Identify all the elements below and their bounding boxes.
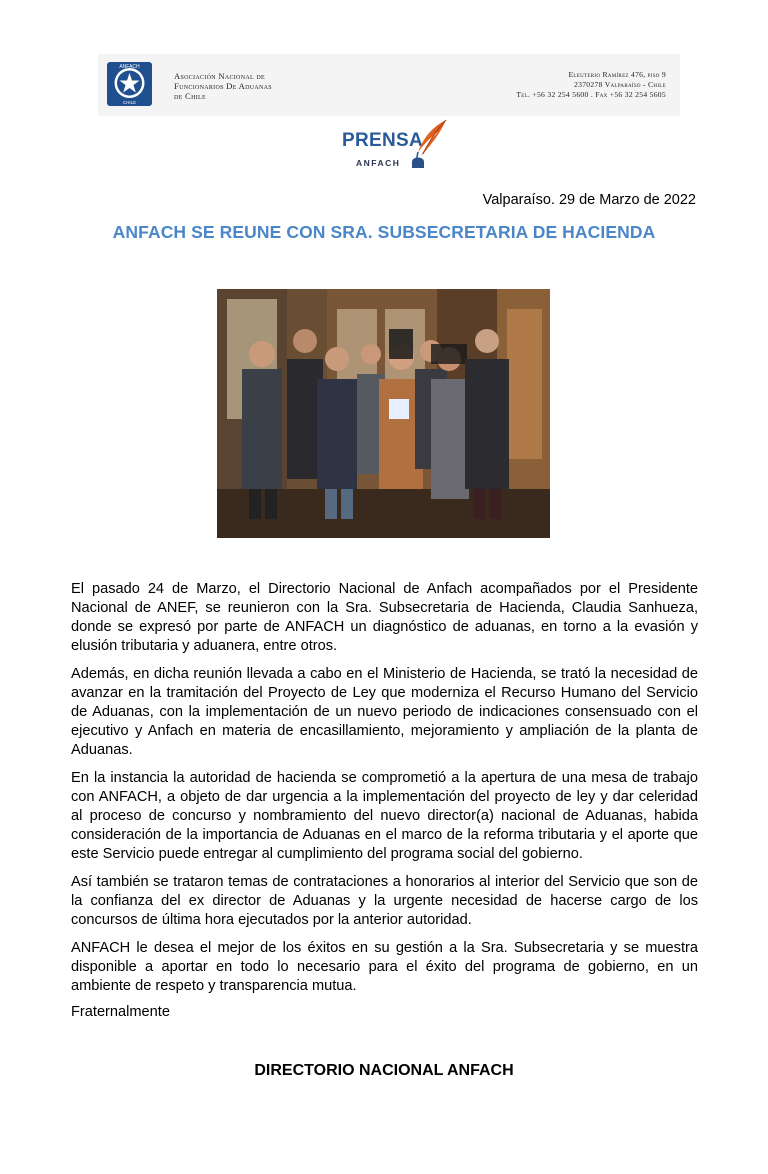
address-line: Tel. +56 32 254 5600 . Fax +56 32 254 5605 [516,90,666,99]
closing: Fraternalmente [71,1004,170,1020]
headline: ANFACH SE REUNE CON SRA. SUBSECRETARIA DE HACIENDA [112,222,656,242]
prensa-logo [336,118,448,174]
paragraph: Además, en dicha reunión llevada a cabo en el Ministerio de Hacienda, se trató la necesidad de avanzar en la tramitación del Proyecto de Ley que moderniza el Recurso Humano del Servicio de Aduanas, con la implementación de un nuevo periodo de indicaciones consensuado con el ejecutivo y Anfach en materia de encasillamiento, mejoramiento y ampliación de la planta de Aduanas. [71,666,698,758]
prensa-word: PRENSA [342,130,423,151]
org-address [516,70,666,100]
paragraph: El pasado 24 de Marzo, el Directorio Nacional de Anfach acompañados por el Presidente Nacional de ANEF, se reunieron con la Sra. Subsecretaria de Hacienda, Claudia Sanhueza, donde se expresó por parte de ANFACH un diagnóstico de aduanas, en torno a la evasión y elusión tributaria y aduanera, entre otros. [71,581,698,654]
prensa-subtitle: ANFACH [356,158,401,168]
org-line: Funcionarios De Aduanas [174,81,272,91]
group-photo-image [217,289,550,538]
org-line: Asociación Nacional de [174,71,265,81]
article-body [71,580,698,1005]
quill-icon [412,118,448,170]
org-name [174,71,272,101]
dateline: Valparaíso. 29 de Marzo de 2022 [482,192,696,208]
paragraph: En la instancia la autoridad de hacienda se comprometió a la apertura de una mesa de trabajo con ANFACH, a objeto de dar urgencia a la implementación del proyecto de ley y dar celeridad al proceso de concurso y nombramiento del nuevo director(a) nacional de Aduanas, habida consideración de la importancia de Aduanas en el marco de la reforma tributaria y el aporte que este Servicio puede entregar al cumplimiento del programa social del gobierno. [71,770,698,862]
address-line: Eleuterio Ramírez 476, piso 9 [568,70,666,79]
group-photo [217,289,550,538]
org-line: de Chile [174,91,206,101]
signature: DIRECTORIO NACIONAL ANFACH [254,1062,514,1079]
letterhead [98,54,680,116]
logo-text-bottom: CHILE [122,100,137,105]
logo-text-top: ANFACH [119,64,140,70]
paragraph: ANFACH le desea el mejor de los éxitos en su gestión a la Sra. Subsecretaria y se muestra disponible a aportar en todo lo necesario para el éxito del programa de gobierno, en un ambiente de respeto y transparencia mutua. [71,940,698,994]
anfach-shield-logo [106,61,153,107]
address-line: 2370278 Valparaíso - Chile [574,80,666,89]
paragraph: Así también se trataron temas de contrataciones a honorarios al interior del Servicio que son de la confianza del ex director de Aduanas y la urgente necesidad de hacerse cargo de los concursos de última hora ejecutados por la anterior autoridad. [71,874,698,928]
